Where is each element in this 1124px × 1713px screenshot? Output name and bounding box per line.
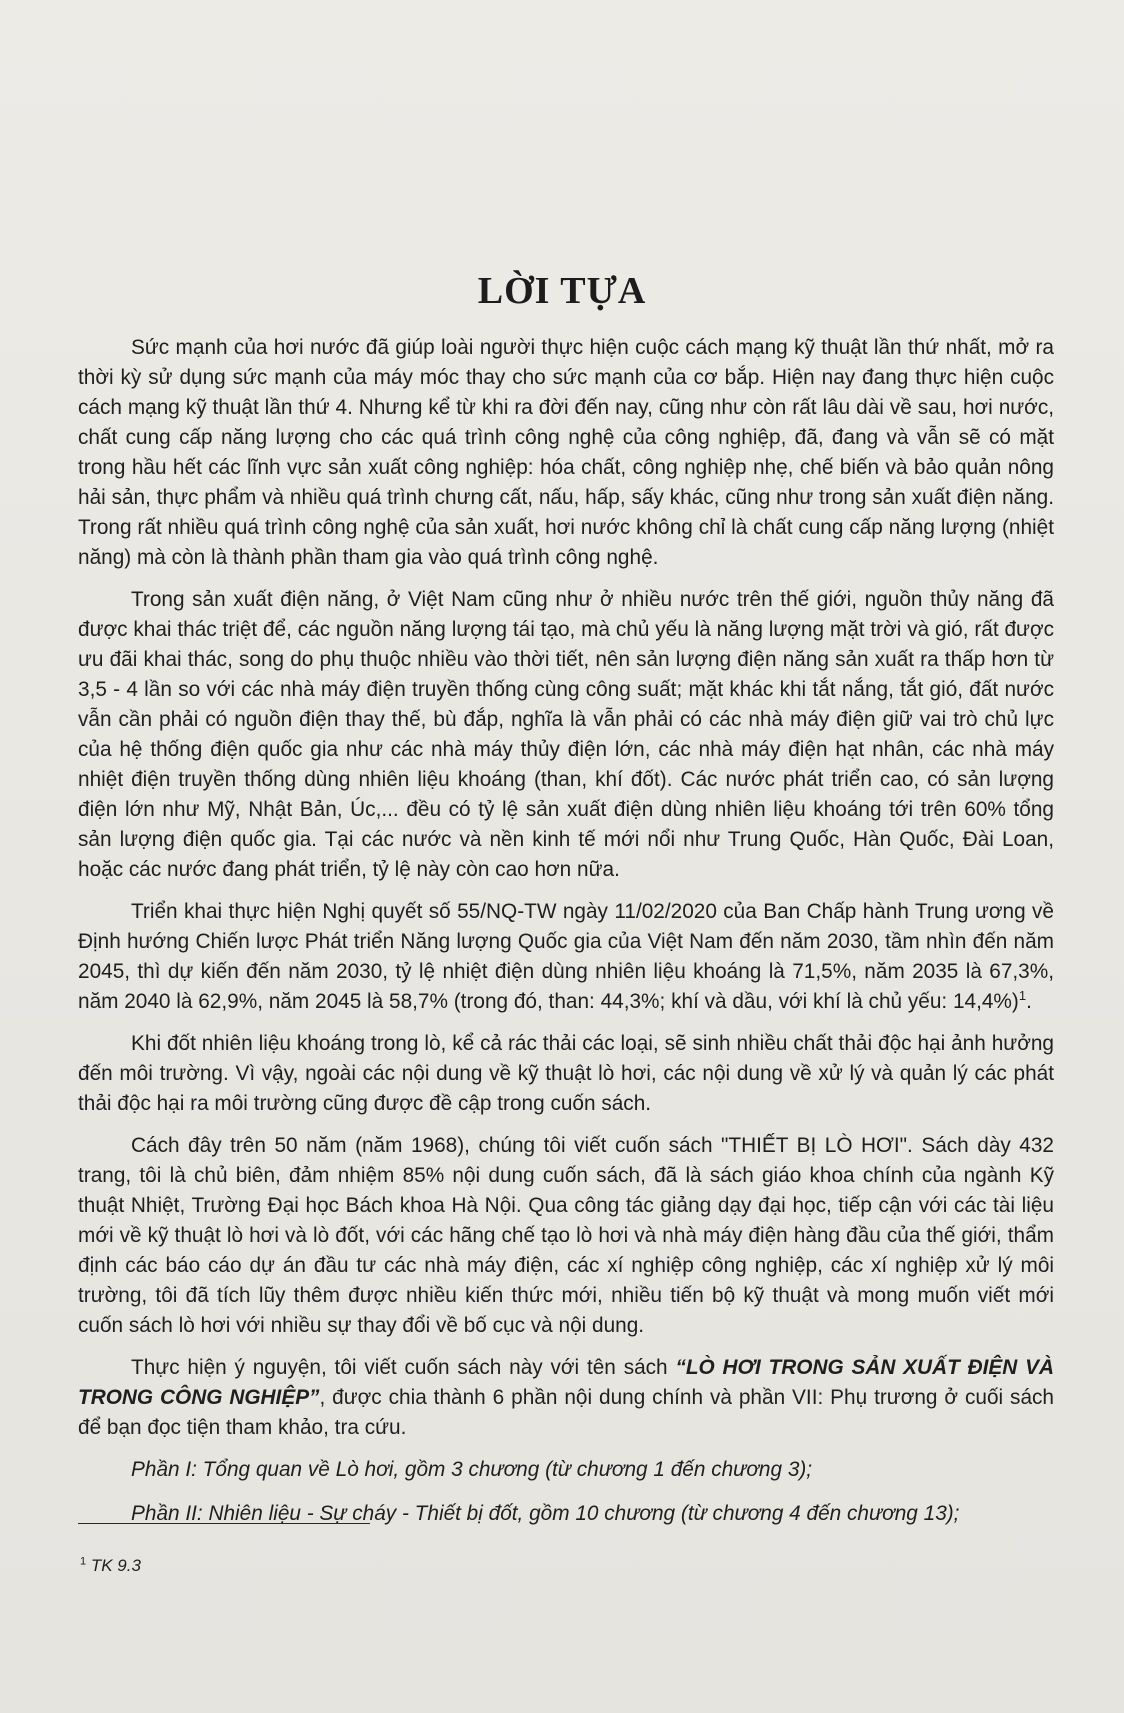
page-title: LỜI TỰA — [477, 270, 647, 313]
paragraph-1: Sức mạnh của hơi nước đã giúp loài người thực hiện cuộc cách mạng kỹ thuật lần thứ nhất, mở ra thời kỳ sử dụng sức mạnh của máy móc thay cho sức mạnh của cơ bắp. Hiện nay đang thực hiện cuộc cách mạng kỹ thuật lần thứ 4. Nhưng kể từ khi ra đời đến nay, cũng như còn rất lâu dài về sau, hơi nước, chất cung cấp năng lượng cho các quá trình công nghệ của công nghiệp, đã, đang và vẫn sẽ có mặt trong hầu hết các lĩnh vực sản xuất công nghiệp: hóa chất, công nghiệp nhẹ, chế biến và bảo quản nông hải sản, thực phẩm và nhiều quá trình chưng cất, nấu, hấp, sấy khác, cũng như trong sản xuất điện năng. Trong rất nhiều quá trình công nghệ của sản xuất, hơi nước không chỉ là chất cung cấp năng lượng (nhiệt năng) mà còn là thành phần tham gia vào quá trình công nghệ. — [78, 336, 1054, 569]
paragraph-3 — [78, 897, 1054, 1017]
footnote — [80, 1556, 141, 1576]
paragraph-2: Trong sản xuất điện năng, ở Việt Nam cũng như ở nhiều nước trên thế giới, nguồn thủy năng đã được khai thác triệt để, các nguồn năng lượng tái tạo, mà chủ yếu là năng lượng mặt trời và gió, rất được ưu đãi khai thác, song do phụ thuộc nhiều vào thời tiết, nên sản lượng điện năng sản xuất ra thấp hơn từ 3,5 - 4 lần so với các nhà máy điện truyền thống cùng công suất; mặt khác khi tắt nắng, tắt gió, đất nước vẫn cần phải có nguồn điện thay thế, bù đắp, nghĩa là vẫn phải có các nhà máy điện giữ vai trò chủ lực của hệ thống điện quốc gia như các nhà máy thủy điện lớn, các nhà máy điện hạt nhân, các nhà máy nhiệt điện truyền thống dùng nhiên liệu khoáng (than, khí đốt). Các nước phát triển cao, có sản lượng điện lớn như Mỹ, Nhật Bản, Úc,... đều có tỷ lệ sản xuất điện dùng nhiên liệu khoáng tới trên 60% tổng sản lượng điện quốc gia. Tại các nước và nền kinh tế mới nổi như Trung Quốc, Hàn Quốc, Đài Loan, hoặc các nước đang phát triển, tỷ lệ này còn cao hơn nữa. — [78, 588, 1054, 881]
paragraph-6-end: , được chia thành 6 phần nội dung chính và phần VII: Phụ trương ở cuối sách để bạn đọc tiện tham khảo, tra cứu. — [78, 1386, 1054, 1439]
paragraph-5: Cách đây trên 50 năm (năm 1968), chúng tôi viết cuốn sách "THIẾT BỊ LÒ HƠI". Sách dày 432 trang, tôi là chủ biên, đảm nhiệm 85% nội dung cuốn sách, đã là sách giáo khoa chính của ngành Kỹ thuật Nhiệt, Trường Đại học Bách khoa Hà Nội. Qua công tác giảng dạy đại học, tiếp cận với các tài liệu mới về kỹ thuật lò hơi và lò đốt, với các hãng chế tạo lò hơi và nhà máy điện hàng đầu của thế giới, thẩm định các báo cáo dự án đầu tư các nhà máy điện, các xí nghiệp công nghiệp, các xí nghiệp xử lý môi trường, tôi đã tích lũy thêm được nhiều kiến thức mới, nhiều tiến bộ kỹ thuật và mong muốn viết mới cuốn sách lò hơi với nhiều sự thay đổi về bố cục và nội dung. — [78, 1134, 1054, 1337]
paragraph-3-end: . — [1026, 990, 1032, 1013]
paragraph-3-text: Triển khai thực hiện Nghị quyết số 55/NQ-TW ngày 11/02/2020 của Ban Chấp hành Trung ương về Định hướng Chiến lược Phát triển Năng lượng Quốc gia của Việt Nam đến năm 2030, tầm nhìn đến năm 2045, thì dự kiến đến năm 2030, tỷ lệ nhiệt điện dùng nhiên liệu khoáng là 71,5%, năm 2035 là 67,3%, năm 2040 là 62,9%, năm 2045 là 58,7% (trong đó, than: 44,3%; khí và dầu, với khí là chủ yếu: 14,4%) — [78, 900, 1054, 1013]
footnote-reference: 1 — [1018, 988, 1027, 1004]
paragraph-6 — [78, 1353, 1054, 1443]
footnote-divider — [78, 1523, 370, 1524]
paragraph-4: Khi đốt nhiên liệu khoáng trong lò, kể cả rác thải các loại, sẽ sinh nhiều chất thải độc hại ảnh hưởng đến môi trường. Vì vậy, ngoài các nội dung về kỹ thuật lò hơi, các nội dung về xử lý và quản lý các phát thải độc hại ra môi trường cũng được đề cập trong cuốn sách. — [78, 1032, 1054, 1115]
paragraph-6-start: Thực hiện ý nguyện, tôi viết cuốn sách này với tên sách — [131, 1356, 676, 1379]
part-2-item: Phần II: Nhiên liệu - Sự cháy - Thiết bị đốt, gồm 10 chương (từ chương 4 đến chương 13); — [131, 1502, 960, 1525]
footnote-marker: 1 — [80, 1555, 87, 1568]
book-title: “LÒ HƠI TRONG SẢN XUẤT ĐIỆN VÀ TRONG CÔNG NGHIỆP” — [78, 1356, 1054, 1409]
preface-body — [78, 333, 1054, 1543]
footnote-text: TK 9.3 — [90, 1556, 141, 1575]
part-1-item: Phần I: Tổng quan về Lò hơi, gồm 3 chương (từ chương 1 đến chương 3); — [131, 1458, 813, 1481]
